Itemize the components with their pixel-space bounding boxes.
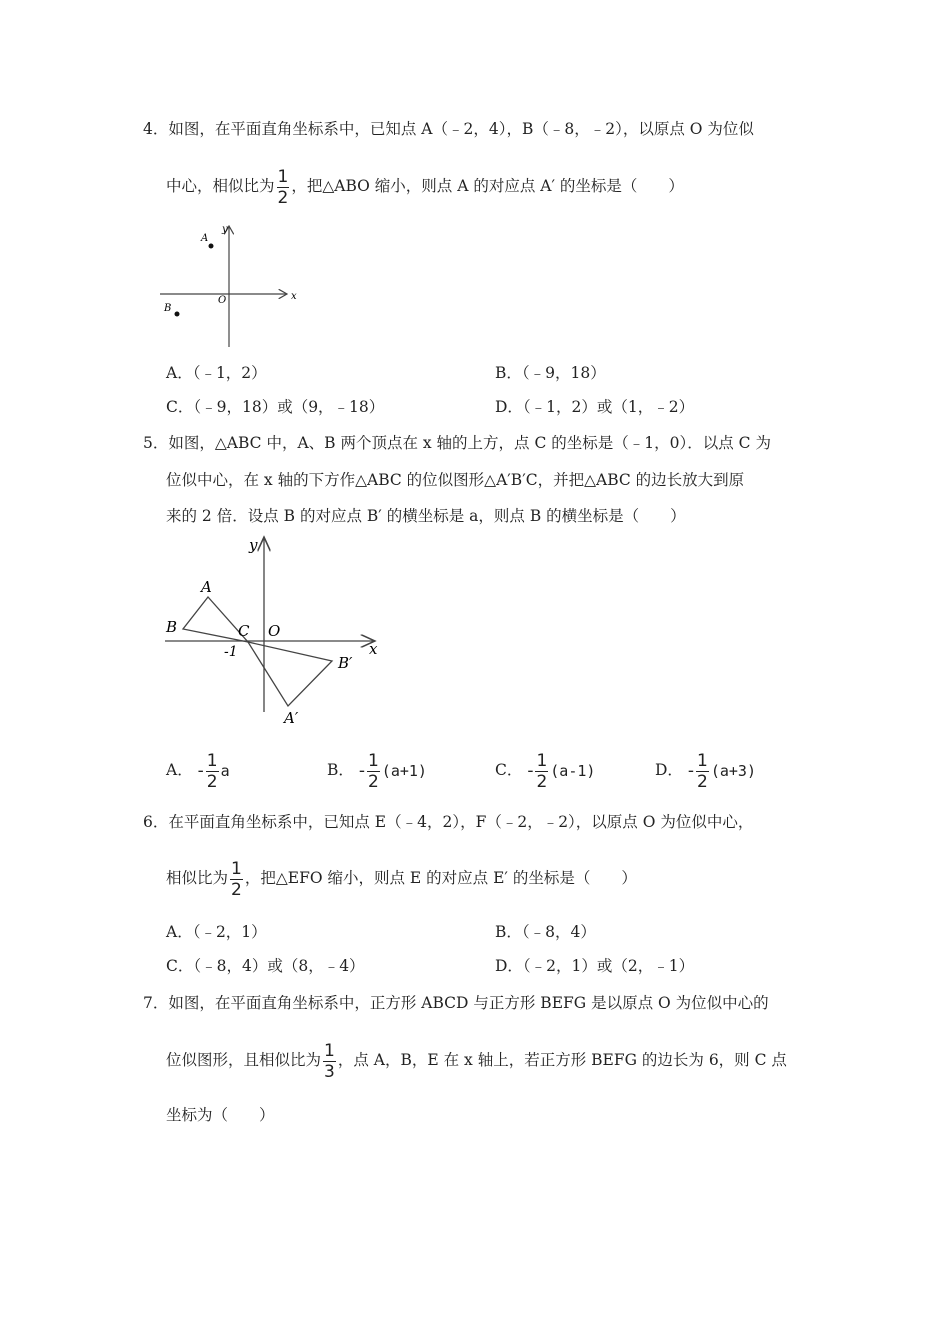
q5-option-c-minus: - (527, 761, 534, 781)
q5-option-c-label: C． (495, 761, 523, 779)
q5-option-b[interactable] (327, 750, 427, 792)
q6-line2-end: ，把△EFO 缩小，则点 E 的对应点 E′ 的坐标是（ ） (244, 869, 637, 887)
q7-ratio-fraction (323, 1041, 336, 1082)
q4-label-a: A (201, 233, 209, 244)
q5-option-a-frac-d: 2 (206, 771, 218, 792)
q5-option-a-frac-n: 1 (206, 750, 218, 771)
q5-label-a-prime: A′ (284, 709, 299, 727)
q6-frac-numerator: 1 (231, 858, 242, 879)
q7-text-line1: 7．如图，在平面直角坐标系中，正方形 ABCD 与正方形 BEFG 是以原点 O 为位似中心的 (143, 994, 769, 1012)
q6-line2-start: 相似比为 (166, 869, 229, 887)
q4-label-x: x (291, 291, 297, 302)
q5-text-line3: 来的 2 倍．设点 B 的对应点 B′ 的横坐标是 a，则点 B 的横坐标是（ ） (166, 507, 686, 525)
q5-option-c-expr: (a-1) (550, 762, 596, 780)
q4-ratio-fraction (277, 167, 290, 208)
q5-option-b-expr: (a+1) (381, 762, 427, 780)
q5-option-b-fraction (367, 751, 380, 792)
q5-text-line2: 位似中心，在 x 轴的下方作△ABC 的位似图形△A′B′C，并把△ABC 的边长放大到原 (166, 471, 745, 489)
q4-label-y: y (222, 224, 228, 235)
q6-option-b[interactable]: B．（﹣8，4） (495, 923, 596, 941)
q5-option-a-expr: a (220, 762, 230, 780)
q5-text-line1: 5．如图，△ABC 中，A、B 两个顶点在 x 轴的上方，点 C 的坐标是（﹣1，0）．以点 C 为 (143, 434, 771, 452)
q5-option-c-frac-n: 1 (536, 750, 548, 771)
q5-label-x: x (369, 640, 378, 658)
q4-option-d[interactable]: D．（﹣1，2）或（1，﹣2） (495, 398, 695, 416)
q5-option-d-expr: (a+3) (710, 762, 756, 780)
q5-option-b-label: B． (327, 761, 354, 779)
q6-frac-denominator: 2 (231, 879, 242, 900)
q4-frac-denominator: 2 (277, 187, 289, 208)
q5-option-c-fraction (535, 751, 548, 792)
q5-option-d-fraction (696, 751, 709, 792)
q4-text-line1: 4．如图，在平面直角坐标系中，已知点 A（﹣2，4），B（﹣8，﹣2），以原点 O 为位似 (143, 120, 754, 138)
q6-option-d[interactable]: D．（﹣2，1）或（2，﹣1） (495, 957, 695, 975)
q5-option-d-minus: - (687, 761, 695, 781)
q5-option-d-label: D． (655, 761, 683, 779)
q4-point-a (209, 244, 214, 249)
q5-label-o: O (268, 622, 281, 640)
q6-option-a[interactable]: A．（﹣2，1） (166, 923, 267, 941)
q5-label-b-prime: B′ (338, 654, 353, 672)
q4-line2-end: ，把△ABO 缩小，则点 A 的对应点 A′ 的坐标是（ ） (291, 177, 684, 195)
q5-option-a[interactable] (166, 750, 230, 792)
q4-text-line2 (166, 166, 684, 208)
q4-frac-numerator: 1 (277, 166, 289, 187)
q7-line2-end: ，点 A，B，E 在 x 轴上，若正方形 BEFG 的边长为 6，则 C 点 (337, 1051, 787, 1069)
q4-option-c[interactable]: C．（﹣9，18）或（9，﹣18） (166, 398, 385, 416)
q7-text-line3: 坐标为（ ） (166, 1106, 275, 1124)
q4-label-o: O (218, 295, 227, 306)
q7-line2-start: 位似图形，且相似比为 (166, 1051, 322, 1069)
q5-option-a-fraction (206, 751, 219, 792)
q6-text-line2 (166, 858, 637, 900)
q5-similarity-figure (160, 534, 390, 730)
q4-option-a[interactable]: A．（﹣1，2） (166, 364, 267, 382)
q5-option-b-frac-n: 1 (367, 750, 379, 771)
q5-label-c: C (238, 622, 250, 640)
q6-option-c[interactable]: C．（﹣8，4）或（8，﹣4） (166, 957, 365, 975)
q6-ratio-fraction (230, 859, 243, 900)
q7-frac-numerator: 1 (324, 1040, 335, 1061)
q4-line2-start: 中心，相似比为 (166, 177, 275, 195)
q5-option-a-minus: - (197, 761, 204, 781)
q4-label-b: B (164, 303, 172, 314)
q7-text-line2 (166, 1040, 787, 1082)
q5-option-d-frac-n: 1 (697, 750, 708, 771)
q5-option-b-frac-d: 2 (367, 771, 379, 792)
q5-option-d[interactable] (655, 750, 756, 792)
q5-option-d-frac-d: 2 (697, 771, 708, 792)
q4-option-b[interactable]: B．（﹣9，18） (495, 364, 606, 382)
q5-label-minus-one: -1 (224, 644, 238, 660)
q4-coordinate-figure (160, 222, 310, 352)
q5-label-b: B (166, 618, 178, 636)
q5-label-a: A (201, 578, 212, 596)
q5-option-c-frac-d: 2 (536, 771, 548, 792)
q4-point-b (175, 312, 180, 317)
q6-text-line1: 6．在平面直角坐标系中，已知点 E（﹣4，2），F（﹣2，﹣2），以原点 O 为位似中心， (143, 813, 754, 831)
q5-triangle-apbpc (248, 642, 332, 706)
q5-option-c[interactable] (495, 750, 595, 792)
q5-option-a-label: A． (166, 761, 193, 779)
q5-label-y: y (249, 536, 258, 554)
q7-frac-denominator: 3 (324, 1061, 335, 1082)
q5-option-b-minus: - (358, 761, 365, 781)
